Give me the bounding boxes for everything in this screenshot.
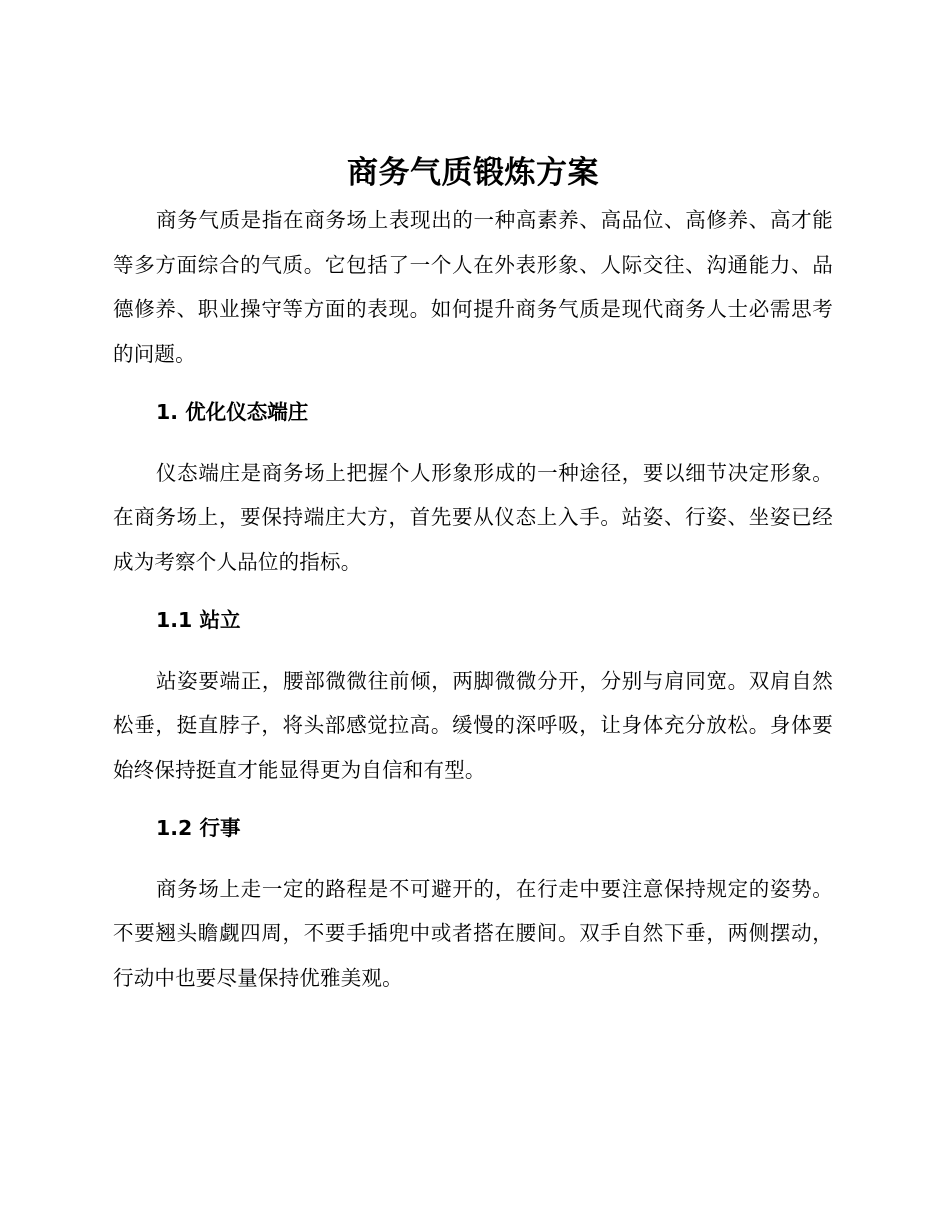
intro-paragraph: 商务气质是指在商务场上表现出的一种高素养、高品位、高修养、高才能等多方面综合的气质。它包括了一个人在外表形象、人际交往、沟通能力、品德修养、职业操守等方面的表现。如何提升商务气质是现代商务人士必需思考的问题。 — [113, 208, 833, 366]
document-title: 商务气质锻炼方案 — [347, 155, 599, 191]
document-content — [113, 150, 833, 1000]
section-body-walking: 商务场上走一定的路程是不可避开的，在行走中要注意保持规定的姿势。不要翘头瞻觑四周，不要手插兜中或者搭在腰间。双手自然下垂，两侧摆动，行动中也要尽量保持优雅美观。 — [113, 876, 833, 990]
section-body-posture: 仪态端庄是商务场上把握个人形象形成的一种途径，要以细节决定形象。在商务场上，要保持端庄大方，首先要从仪态上入手。站姿、行姿、坐姿已经成为考察个人品位的指标。 — [113, 460, 833, 574]
section-heading-walking: 1.2 行事 — [156, 816, 241, 840]
section-body-standing: 站姿要端正，腰部微微往前倾，两脚微微分开，分别与肩同宽。双肩自然松垂，挺直脖子，将头部感觉拉高。缓慢的深呼吸，让身体充分放松。身体要始终保持挺直才能显得更为自信和有型。 — [113, 668, 833, 782]
section-heading-standing: 1.1 站立 — [156, 608, 241, 632]
section-heading-posture: 1. 优化仪态端庄 — [156, 400, 309, 424]
